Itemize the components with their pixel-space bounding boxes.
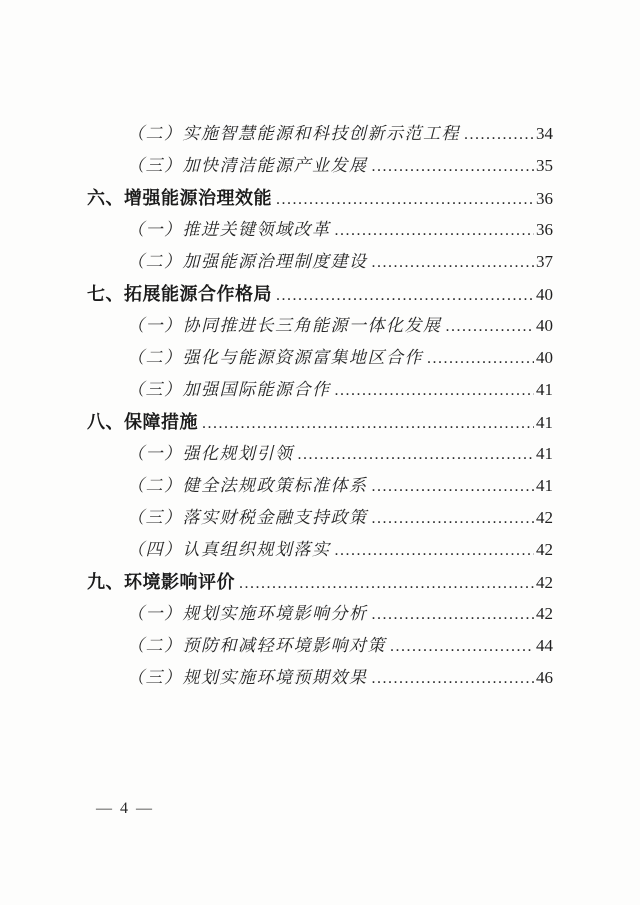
- toc-entry-label: （二）预防和减轻环境影响对策: [127, 636, 386, 655]
- toc-entry-page: 44: [536, 636, 553, 655]
- toc-leader-dots: [427, 343, 534, 375]
- toc-entry-label: （三）加强国际能源合作: [127, 380, 331, 399]
- toc-entry: [87, 310, 553, 342]
- toc-entry: [87, 342, 553, 374]
- toc-section-heading: [87, 182, 553, 214]
- toc-entry: [87, 502, 553, 534]
- toc-entry-label: （二）实施智慧能源和科技创新示范工程: [127, 124, 460, 143]
- toc-entry-label: （一）推进关键领域改革: [127, 220, 331, 239]
- toc-entry-page: 40: [536, 285, 553, 304]
- toc-leader-dots: [239, 568, 534, 600]
- toc-entry-label: 六、增强能源治理效能: [87, 188, 272, 208]
- toc-entry: [87, 630, 553, 662]
- toc-leader-dots: [464, 119, 534, 151]
- toc-entry-label: 九、环境影响评价: [87, 572, 235, 592]
- toc-entry-page: 41: [536, 413, 553, 432]
- toc-leader-dots: [276, 184, 534, 216]
- toc-entry-label: 七、拓展能源合作格局: [87, 284, 272, 304]
- toc-leader-dots: [298, 439, 535, 471]
- toc-entry-label: （一）强化规划引领: [127, 444, 294, 463]
- toc-leader-dots: [372, 247, 535, 279]
- toc-leader-dots: [202, 408, 534, 440]
- toc-entry-page: 36: [536, 189, 553, 208]
- toc-leader-dots: [335, 535, 535, 567]
- toc-entry-page: 46: [536, 668, 553, 687]
- toc-entry: [87, 118, 553, 150]
- toc-entry-label: （三）规划实施环境预期效果: [127, 668, 368, 687]
- toc-entry: [87, 438, 553, 470]
- toc-entry-page: 42: [536, 604, 553, 623]
- toc-entry-page: 41: [536, 380, 553, 399]
- toc-entry-label: （三）加快清洁能源产业发展: [127, 156, 368, 175]
- toc-leader-dots: [335, 215, 535, 247]
- toc-leader-dots: [446, 311, 535, 343]
- toc-entry: [87, 534, 553, 566]
- table-of-contents: [87, 118, 553, 694]
- toc-leader-dots: [372, 151, 535, 183]
- toc-section-heading: [87, 566, 553, 598]
- toc-entry-label: （四）认真组织规划落实: [127, 540, 331, 559]
- toc-entry-page: 36: [536, 220, 553, 239]
- toc-entry-label: （二）加强能源治理制度建设: [127, 252, 368, 271]
- page-number-footer: — 4 —: [96, 800, 154, 817]
- toc-entry-label: （一）规划实施环境影响分析: [127, 604, 368, 623]
- toc-entry-label: （三）落实财税金融支持政策: [127, 508, 368, 527]
- toc-entry-page: 42: [536, 508, 553, 527]
- toc-entry-page: 34: [536, 124, 553, 143]
- toc-leader-dots: [335, 375, 535, 407]
- toc-entry-page: 41: [536, 444, 553, 463]
- toc-entry: [87, 246, 553, 278]
- toc-leader-dots: [276, 280, 534, 312]
- toc-entry-page: 41: [536, 476, 553, 495]
- toc-entry-page: 42: [536, 540, 553, 559]
- toc-entry-page: 35: [536, 156, 553, 175]
- toc-entry: [87, 150, 553, 182]
- toc-entry-label: 八、保障措施: [87, 412, 198, 432]
- toc-entry: [87, 662, 553, 694]
- toc-leader-dots: [372, 503, 535, 535]
- toc-entry: [87, 374, 553, 406]
- toc-leader-dots: [372, 471, 535, 503]
- toc-entry-label: （二）健全法规政策标准体系: [127, 476, 368, 495]
- toc-entry: [87, 598, 553, 630]
- toc-entry-label: （一）协同推进长三角能源一体化发展: [127, 316, 442, 335]
- toc-entry-page: 40: [536, 316, 553, 335]
- toc-leader-dots: [372, 599, 535, 631]
- toc-leader-dots: [372, 663, 535, 695]
- toc-leader-dots: [390, 631, 534, 663]
- toc-entry: [87, 470, 553, 502]
- toc-entry-page: 37: [536, 252, 553, 271]
- toc-entry-label: （二）强化与能源资源富集地区合作: [127, 348, 423, 367]
- toc-section-heading: [87, 406, 553, 438]
- toc-section-heading: [87, 278, 553, 310]
- toc-entry-page: 42: [536, 573, 553, 592]
- toc-entry: [87, 214, 553, 246]
- toc-entry-page: 40: [536, 348, 553, 367]
